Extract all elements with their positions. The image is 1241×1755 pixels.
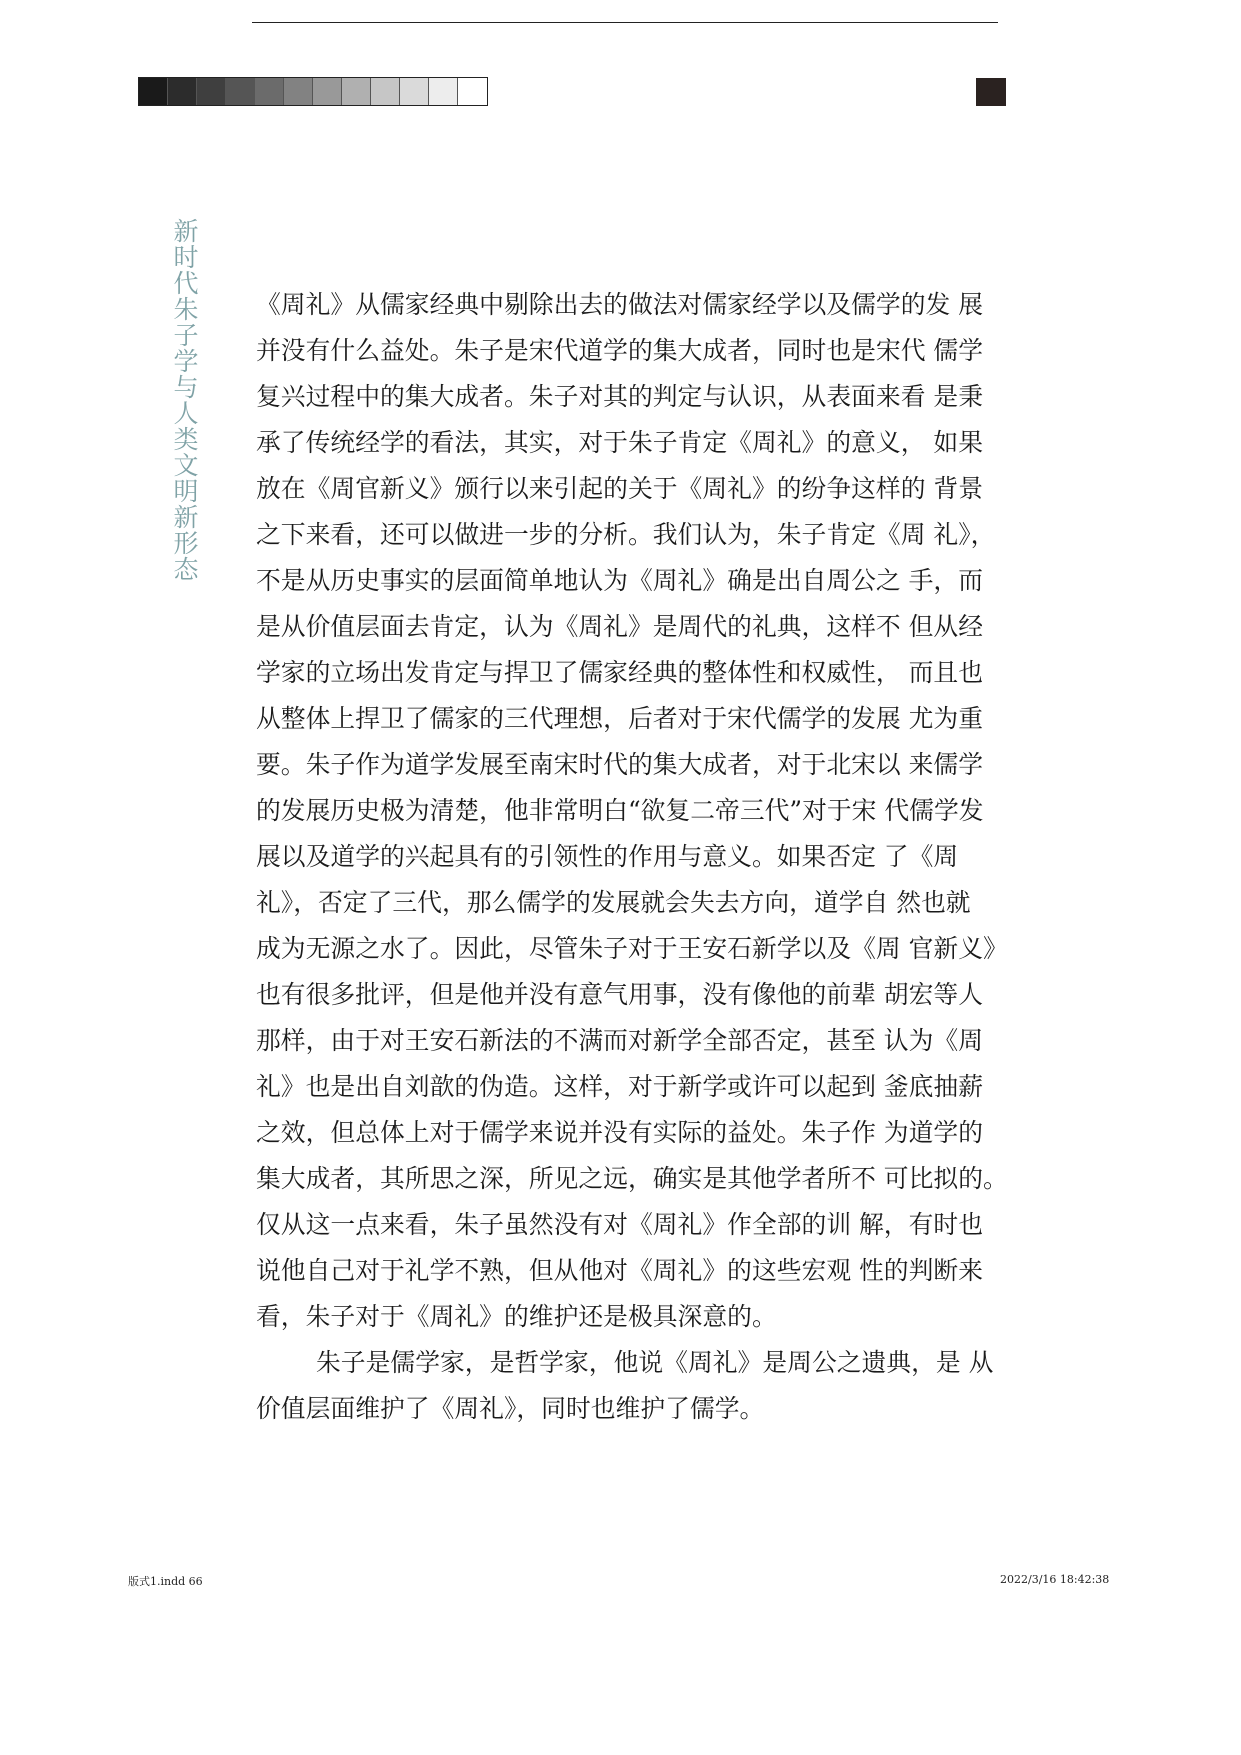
color-swatch: [429, 78, 458, 105]
text-line: 复兴过程中的集大成者。朱子对其的判定与认识，从表面来看 是秉: [256, 382, 983, 411]
color-swatch: [226, 78, 255, 105]
body-text: [256, 282, 1008, 1432]
color-swatch: [400, 78, 429, 105]
text-line: 之效，但总体上对于儒学来说并没有实际的益处。朱子作 为道学的: [256, 1118, 983, 1147]
paragraph-2: [256, 1340, 996, 1432]
text-line: 不是从历史事实的层面简单地认为《周礼》确是出自周公之 手，而: [256, 566, 983, 595]
text-line: 展以及道学的兴起具有的引领性的作用与意义。如果否定 了《周: [256, 842, 959, 871]
text-line: 成为无源之水了。因此，尽管朱子对于王安石新学以及《周 官新义》: [256, 934, 1008, 963]
color-swatch: [458, 78, 487, 105]
text-line: 仅从这一点来看，朱子虽然没有对《周礼》作全部的训 解，有时也: [256, 1210, 983, 1239]
text-line: 那样，由于对王安石新法的不满而对新学全部否定，甚至 认为《周: [256, 1026, 983, 1055]
text-line: 也有很多批评，但是他并没有意气用事，没有像他的前辈 胡宏等人: [256, 980, 983, 1009]
text-line: 并没有什么益处。朱子是宋代道学的集大成者，同时也是宋代 儒学: [256, 336, 983, 365]
text-line: 要。朱子作为道学发展至南宋时代的集大成者，对于北宋以 来儒学: [256, 750, 983, 779]
text-line: 集大成者，其所思之深，所见之远，确实是其他学者所不 可比拟的。: [256, 1164, 1008, 1193]
footer-file-info: 版式1.indd 66: [128, 1575, 203, 1588]
color-swatch: [342, 78, 371, 105]
text-line: 看，朱子对于《周礼》的维护还是极具深意的。: [256, 1302, 777, 1331]
text-line: 说他自己对于礼学不熟，但从他对《周礼》的这些宏观 性的判断来: [256, 1256, 983, 1285]
color-swatch: [284, 78, 313, 105]
text-line: 《周礼》从儒家经典中剔除出去的做法对儒家经学以及儒学的发 展: [256, 290, 983, 319]
text-line: 是从价值层面去肯定，认为《周礼》是周代的礼典，这样不 但从经: [256, 612, 983, 641]
registration-mark: [976, 78, 1006, 106]
print-color-bar: [138, 77, 488, 106]
text-line: 放在《周官新义》颁行以来引起的关于《周礼》的纷争这样的 背景: [256, 474, 983, 503]
color-swatch: [313, 78, 342, 105]
text-line: 价值层面维护了《周礼》，同时也维护了儒学。: [256, 1394, 765, 1423]
text-line: 学家的立场出发肯定与捍卫了儒家经典的整体性和权威性， 而且也: [256, 658, 983, 687]
color-swatch: [371, 78, 400, 105]
footer-timestamp: 2022/3/16 18:42:38: [1000, 1573, 1110, 1586]
text-line: 从整体上捍卫了儒家的三代理想，后者对于宋代儒学的发展 尤为重: [256, 704, 983, 733]
text-line: 的发展历史极为清楚，他非常明白“欲复二帝三代”对于宋 代儒学发: [256, 796, 984, 825]
top-crop-rule: [252, 22, 998, 23]
color-swatch: [255, 78, 284, 105]
running-head-title: 新时代朱子学与人类文明新形态: [170, 218, 199, 582]
paragraph-1: [256, 282, 1008, 1340]
text-line: 礼》，否定了三代，那么儒学的发展就会失去方向，道学自 然也就: [256, 888, 971, 917]
text-line: 朱子是儒学家，是哲学家，他说《周礼》是周公之遗典，是 从: [316, 1348, 994, 1377]
text-line: 承了传统经学的看法，其实，对于朱子肯定《周礼》的意义， 如果: [256, 428, 983, 457]
text-line: 之下来看，还可以做进一步的分析。我们认为，朱子肯定《周 礼》，: [256, 520, 996, 549]
text-line: 礼》也是出自刘歆的伪造。这样，对于新学或许可以起到 釜底抽薪: [256, 1072, 983, 1101]
color-swatch: [197, 78, 226, 105]
color-swatch: [139, 78, 168, 105]
color-swatch: [168, 78, 197, 105]
